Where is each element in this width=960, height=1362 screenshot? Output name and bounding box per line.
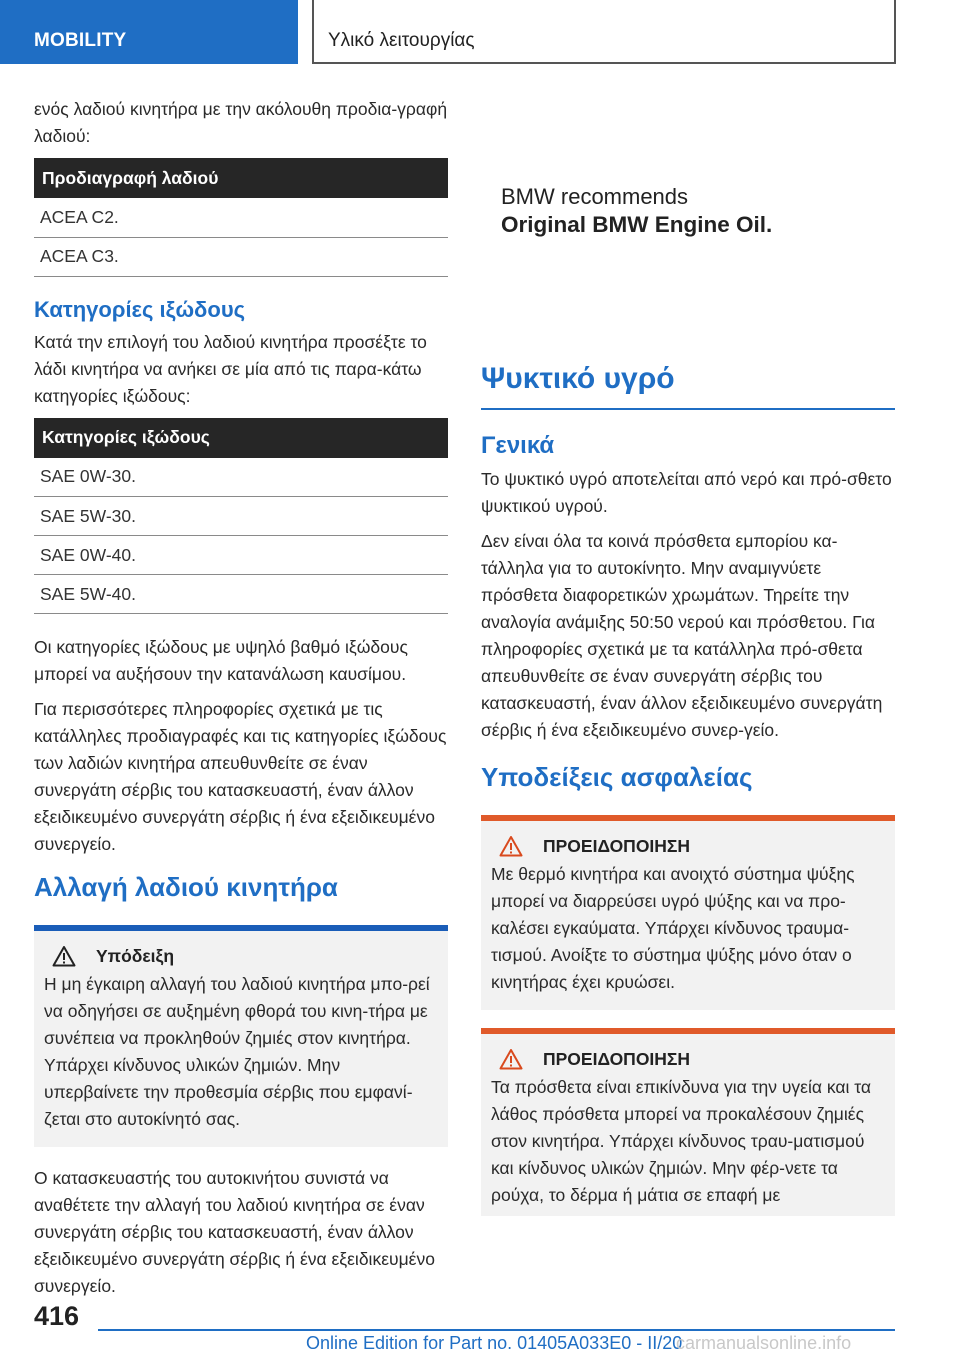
oil-spec-cell: ACEA C3. xyxy=(34,237,448,276)
warning-triangle-icon xyxy=(52,945,76,967)
footer-rule xyxy=(98,1329,895,1331)
intro-text: ενός λαδιού κινητήρα με την ακόλουθη προδια-γραφή λαδιού: xyxy=(34,99,448,146)
oil-spec-table xyxy=(34,158,448,277)
safety-heading: Υποδείξεις ασφαλείας xyxy=(481,762,753,792)
coolant-warning-additives xyxy=(481,1028,895,1216)
viscosity-heading: Κατηγορίες ιξώδους xyxy=(34,296,246,322)
oil-change-notice xyxy=(34,925,448,1147)
oil-change-heading: Αλλαγή λαδιού κινητήρα xyxy=(34,872,338,902)
table-row xyxy=(34,237,448,276)
warning-title: ΠΡΟΕΙΔΟΠΟΙΗΣΗ xyxy=(543,1048,691,1069)
section-tab-mobility xyxy=(0,0,298,64)
warning-text: Με θερμό κινητήρα και ανοιχτό σύστημα ψύξης μπορεί να διαρρεύσει υγρό ψύξης και να προ-καλέσει εγκαύματα. Υπάρχει κίνδυνος τραυμα-τισμού. Ανοίξτε το σύστημα ψύξης μόνο όταν ο κινητήρας έχει κρυώσει. xyxy=(491,864,855,992)
oil-change-text: Ο κατασκευαστής του αυτοκινήτου συνιστά να αναθέτετε την αλλαγή του λαδιού κινητήρα σε έναν συνεργάτη σέρβις του κατασκευαστή, έναν άλλον εξειδικευμένο συνεργάτη σέρβις ή ένα εξειδικευμένο συνεργείο. xyxy=(34,1168,435,1296)
right-column xyxy=(481,362,895,1234)
section-label: MOBILITY xyxy=(34,30,127,51)
left-column xyxy=(34,96,448,1308)
viscosity-cell: SAE 5W-40. xyxy=(34,575,448,614)
general-heading: Γενικά xyxy=(481,432,555,459)
table-row xyxy=(34,575,448,614)
oil-spec-header: Προδιαγραφή λαδιού xyxy=(34,158,448,198)
viscosity-text: Κατά την επιλογή του λαδιού κινητήρα προσέξτε το λάδι κινητήρα να ανήκει σε μία από τις παρα-κάτω κατηγορίες ιξώδους: xyxy=(34,331,427,406)
viscosity-cell: SAE 0W-40. xyxy=(34,536,448,575)
table-row xyxy=(34,536,448,575)
table-row xyxy=(34,458,448,497)
ad-line-2: Original BMW Engine Oil. xyxy=(501,212,773,237)
warning-text: Τα πρόσθετα είναι επικίνδυνα για την υγεία και τα λάθος πρόσθετα μπορεί να προκαλέσουν ζημιές στον κινητήρα. Υπάρχει κίνδυνος τραυ-ματισμού και κίνδυνος υλικών ζημιών. Μην φέρ-νετε τα ρούχα, το δέρμα ή μάτια σε επαφή με xyxy=(491,1077,872,1205)
general-text-1: Το ψυκτικό υγρό αποτελείται από νερό και πρό-σθετο ψυκτικού υγρού. xyxy=(481,469,892,516)
watermark: carmanualsonline.info xyxy=(676,1333,852,1353)
coolant-heading: Ψυκτικό υγρό xyxy=(481,362,895,410)
notice-text: Η μη έγκαιρη αλλαγή του λαδιού κινητήρα μπο-ρεί να οδηγήσει σε αυξημένη φθορά του κινη-τήρα με συνέπεια να προκληθούν ζημιές στον κινητήρα. Υπάρχει κίνδυνος υλικών ζημιών. Μην υπερβαίνετε την προθεσμία σέρβις που εμφανί-ζεται στο αυτοκίνητό σας. xyxy=(44,974,430,1129)
chapter-tab xyxy=(312,0,896,64)
warning-triangle-icon xyxy=(499,1048,523,1070)
page-number: 416 xyxy=(34,1301,80,1331)
general-text-2: Δεν είναι όλα τα κοινά πρόσθετα εμπορίου κα-τάλληλα για το αυτοκίνητο. Μην αναμιγνύετε πρόσθετα διαφορετικών χρωμάτων. Τηρείτε την αναλογία ανάμιξης 50:50 νερού και πρόσθετου. Για πληροφορίες σχετικά με τα κατάλληλα πρό-σθετα απευθυνθείτε σε έναν συνεργάτη σέρβις του κατασκευαστή, έναν άλλον εξειδικευμένο συνεργάτη σέρβις ή ένα εξειδικευμένο συνερ-γείο. xyxy=(481,531,883,740)
table-row xyxy=(34,198,448,237)
ad-line-1: BMW recommends xyxy=(501,184,689,209)
coolant-warning-hot xyxy=(481,815,895,1010)
notice-title: Υπόδειξη xyxy=(96,945,175,966)
chapter-label: Υλικό λειτουργίας xyxy=(328,30,475,51)
viscosity-cell: SAE 5W-30. xyxy=(34,497,448,536)
viscosity-note-consumption: Οι κατηγορίες ιξώδους με υψηλό βαθμό ιξώδους μπορεί να αυξήσουν την κατανάλωση καυσίμου. xyxy=(34,637,408,684)
warning-title: ΠΡΟΕΙΔΟΠΟΙΗΣΗ xyxy=(543,835,691,856)
viscosity-note-info: Για περισσότερες πληροφορίες σχετικά με τις κατάλληλες προδιαγραφές και τις κατηγορίες ιξώδους των λαδιών κινητήρα απευθυνθείτε σε έναν συνεργάτη σέρβις του κατασκευαστή, έναν άλλον εξειδικευμένο συνεργάτη σέρβις ή ένα εξειδικευμένο συνεργείο. xyxy=(34,699,447,854)
warning-triangle-icon xyxy=(499,835,523,857)
viscosity-table xyxy=(34,418,448,615)
oil-spec-cell: ACEA C2. xyxy=(34,198,448,237)
viscosity-table-header: Κατηγορίες ιξώδους xyxy=(34,418,448,458)
viscosity-cell: SAE 0W-30. xyxy=(34,458,448,497)
bmw-oil-recommendation xyxy=(481,164,895,256)
table-row xyxy=(34,497,448,536)
edition-text: Online Edition for Part no. 01405A033E0 - II/20 xyxy=(306,1333,683,1353)
